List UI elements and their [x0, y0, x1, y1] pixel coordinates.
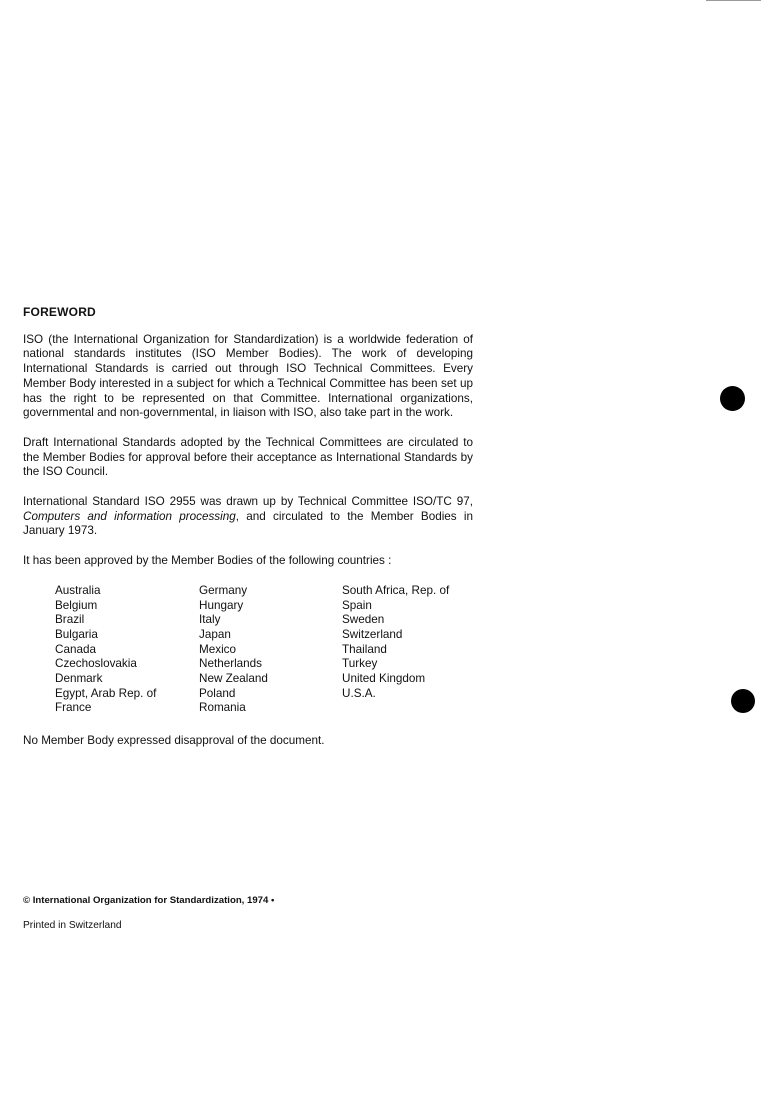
- country-item: Brazil: [55, 613, 85, 627]
- foreword-paragraph-drafts: Draft International Standards adopted by the Technical Committees are circulated to the Member Bodies for approval before their acceptance as International Standards by the ISO Council.: [23, 435, 473, 479]
- punch-hole-upper: [720, 386, 745, 411]
- country-item: Turkey: [342, 657, 378, 671]
- country-item: U.S.A.: [342, 686, 376, 700]
- country-item: United Kingdom: [342, 672, 426, 686]
- country-item: Thailand: [342, 642, 387, 656]
- country-item: Netherlands: [199, 657, 263, 671]
- country-item: Switzerland: [342, 627, 403, 641]
- country-item: Mexico: [199, 642, 237, 656]
- country-item: Denmark: [55, 672, 103, 686]
- country-item: Sweden: [342, 613, 385, 627]
- country-item: Poland: [199, 686, 236, 700]
- country-item: Germany: [199, 583, 248, 597]
- country-column-2: [199, 584, 342, 716]
- country-item: Hungary: [199, 598, 244, 612]
- copyright-notice: © International Organization for Standardization, 1974 •: [23, 895, 275, 906]
- country-item: South Africa, Rep. of: [342, 583, 450, 597]
- country-item: Canada: [55, 642, 96, 656]
- country-item: France: [55, 701, 92, 715]
- printed-location: Printed in Switzerland: [23, 920, 122, 931]
- country-list: [55, 584, 473, 716]
- country-item: Spain: [342, 598, 372, 612]
- foreword-heading: FOREWORD: [23, 305, 96, 319]
- country-item: New Zealand: [199, 672, 268, 686]
- foreword-paragraph-standard: [23, 495, 473, 539]
- foreword-section: [23, 305, 473, 764]
- country-item: Czechoslovakia: [55, 657, 137, 671]
- country-item: Bulgaria: [55, 627, 98, 641]
- country-item: Japan: [199, 627, 231, 641]
- approval-intro: It has been approved by the Member Bodies of the following countries :: [23, 554, 392, 568]
- country-item: Romania: [199, 701, 246, 715]
- disapproval-statement: No Member Body expressed disapproval of the document.: [23, 734, 325, 748]
- country-item: Belgium: [55, 598, 98, 612]
- country-column-1: [55, 584, 199, 716]
- country-item: Egypt, Arab Rep. of: [55, 686, 157, 700]
- foreword-paragraph-iso: ISO (the International Organization for Standardization) is a worldwide federation of national standards institutes (ISO Member Bodies). The work of developing International Standards is carried out through ISO Technical Committees. Every Member Body interested in a subject for which a Technical Committee has been set up has the right to be represented on that Committee. International organizations, governmental and non-governmental, in liaison with ISO, also take part in the work.: [23, 332, 473, 420]
- country-item: Australia: [55, 583, 101, 597]
- standard-text-end: , and circulated to the Member Bodies in January 1973.: [23, 509, 473, 538]
- punch-hole-lower: [731, 689, 755, 713]
- standard-text-start: International Standard ISO 2955 was drawn up by Technical Committee ISO/TC 97,: [23, 495, 473, 509]
- top-edge-rule: [706, 0, 761, 1]
- committee-title: Computers and information processing: [23, 509, 236, 523]
- country-item: Italy: [199, 613, 221, 627]
- country-column-3: [342, 584, 482, 716]
